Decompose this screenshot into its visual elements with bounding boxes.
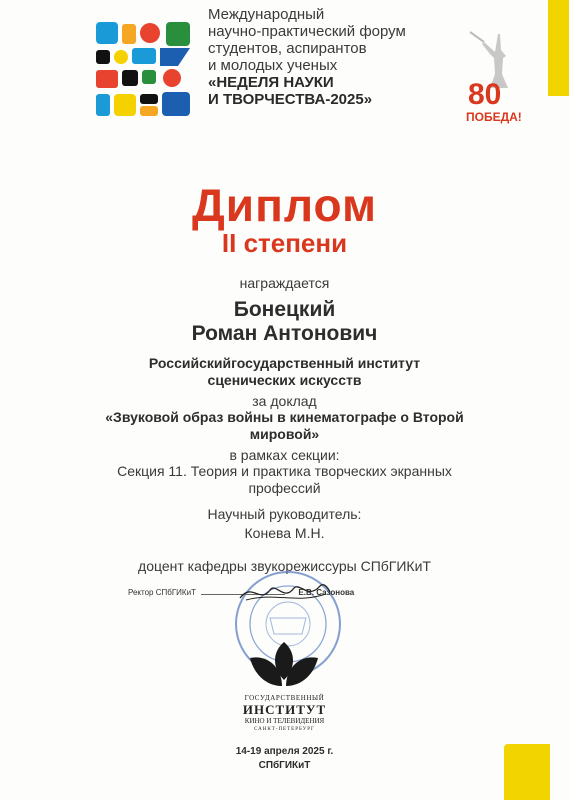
supervisor-name: Конева М.Н.	[244, 525, 325, 541]
report-label: за доклад	[252, 393, 317, 409]
signature-role: Ректор СПбГИКиТ	[128, 588, 196, 597]
supervisor-position: доцент кафедры звукорежиссуры СПбГИКиТ	[138, 558, 431, 574]
institute-line-1: ГОСУДАРСТВЕННЫЙ	[244, 694, 325, 702]
recipient-surname: Бонецкий	[233, 298, 336, 321]
institution-line-1: Российскийгосударственный институт	[148, 355, 421, 371]
footer-place: СПбГИКиТ	[258, 760, 311, 771]
forum-title	[208, 6, 408, 108]
report-title-line-1: «Звуковой образ войны в кинематографе о Второй	[105, 409, 464, 425]
forum-line-3: студентов, аспирантов	[208, 40, 367, 57]
forum-line-2: научно-практический форум	[208, 23, 406, 40]
institute-line-2: ИНСТИТУТ	[242, 702, 327, 717]
forum-logo	[94, 20, 194, 120]
yellow-corner-right	[548, 0, 569, 96]
forum-line-5: «НЕДЕЛЯ НАУКИ	[208, 74, 334, 91]
awarded-label: награждается	[239, 275, 330, 291]
yellow-corner-bottom-right	[504, 744, 550, 800]
report-title-line-2: мировой»	[249, 426, 320, 442]
section-line-2: профессий	[248, 480, 321, 496]
forum-line-4: и молодых ученых	[208, 57, 338, 74]
institution-line-2: сценических искусств	[207, 372, 362, 388]
section-label: в рамках секции:	[229, 447, 340, 463]
badge-number: 80	[468, 78, 502, 111]
institute-name	[0, 694, 569, 734]
section-line-1: Секция 11. Теория и практика творческих экранных	[117, 463, 452, 479]
signature-name: Е.В. Сазонова	[298, 588, 355, 597]
diploma-degree: II степени	[221, 228, 348, 258]
institute-line-3: КИНО И ТЕЛЕВИДЕНИЯ	[244, 717, 325, 725]
diploma-title: Диплом	[192, 179, 377, 231]
institute-line-4: САНКТ-ПЕТЕРБУРГ	[254, 727, 315, 732]
handwritten-signature	[236, 578, 332, 606]
footer-dates: 14-19 апреля 2025 г.	[235, 746, 334, 757]
badge-text: ПОБЕДА!	[466, 110, 522, 124]
victory-80-badge	[462, 30, 532, 130]
forum-line-1: Международный	[208, 6, 325, 23]
supervisor-label: Научный руководитель:	[207, 506, 362, 522]
institute-emblem	[248, 640, 320, 692]
recipient-name: Роман Антонович	[191, 322, 378, 345]
forum-line-6: И ТВОРЧЕСТВА-2025»	[208, 91, 373, 108]
